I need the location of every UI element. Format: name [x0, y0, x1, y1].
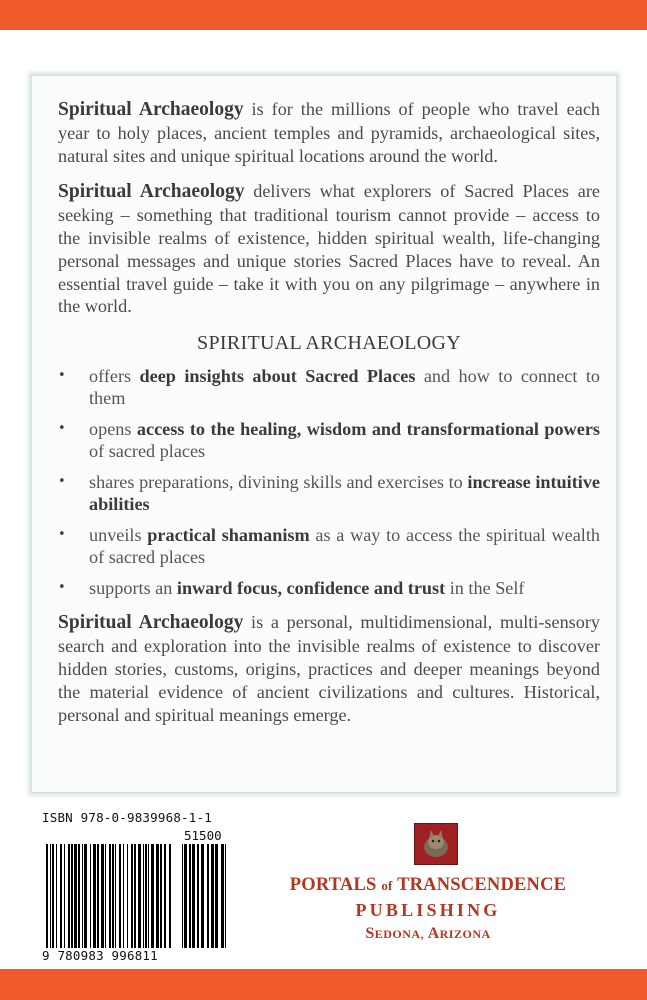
publisher-publishing: PUBLISHING — [355, 900, 501, 920]
feature-list — [58, 365, 600, 600]
publisher-imprint — [278, 873, 578, 946]
barcode-digits: 9 780983 996811 — [42, 948, 158, 963]
section-heading: SPIRITUAL ARCHAEOLOGY — [197, 332, 461, 355]
blurb-paragraph-1 — [58, 98, 600, 167]
paragraph-text: is for the millions of people who travel each year to holy places, ancient temples and pyramids, archaeological sites, natural sites and unique spiritual locations around the world. — [58, 99, 600, 166]
isbn-barcode — [42, 810, 262, 970]
paragraph-text: is a personal, multidimensional, multi-sensory search and exploration into the invisible realms of existence to discover hidden stories, customs, origins, practices and deeper meanings beyond the material evidence of ancient civilizations and cultures. Historical, personal and spiritual meanings emerge. — [58, 612, 600, 725]
publisher-name: PORTALS of TRANSCENDENCE — [289, 875, 567, 895]
price-code: 51500 — [184, 828, 222, 843]
blurb-paragraph-3 — [58, 611, 600, 726]
top-color-band — [0, 0, 647, 30]
title-lead: Spiritual Archaeology — [58, 99, 244, 120]
list-item: • unveils practical shamanism as a way to access the spiritual wealth of sacred places — [58, 524, 600, 569]
publisher-logo-icon — [414, 823, 458, 865]
publisher-location: SEDONA, ARIZONA — [365, 925, 491, 942]
list-item: • offers deep insights about Sacred Places and how to connect to them — [58, 365, 600, 410]
title-lead: Spiritual Archaeology — [58, 181, 245, 203]
blurb-panel — [31, 75, 617, 793]
blurb-paragraph-2 — [58, 180, 600, 318]
barcode-icon — [42, 844, 228, 948]
list-item: • supports an inward focus, confidence and trust in the Self — [58, 577, 600, 600]
paragraph-text: delivers what explorers of Sacred Places are seeking – something that traditional tourism cannot provide – access to the invisible realms of existence, hidden spiritual wealth, life-changing personal messages and unique stories Sacred Places have to reveal. An essential travel guide – take it with you on any pilgrimage – anywhere in the world. — [58, 181, 600, 317]
list-item: • shares preparations, divining skills and exercises to increase intuitive abilities — [58, 471, 600, 516]
bottom-color-band — [0, 969, 647, 1000]
list-item: • opens access to the healing, wisdom and transformational powers of sacred places — [58, 418, 600, 463]
isbn-number: ISBN 978-0-9839968-1-1 — [42, 810, 212, 825]
title-lead: Spiritual Archaeology — [58, 612, 244, 634]
